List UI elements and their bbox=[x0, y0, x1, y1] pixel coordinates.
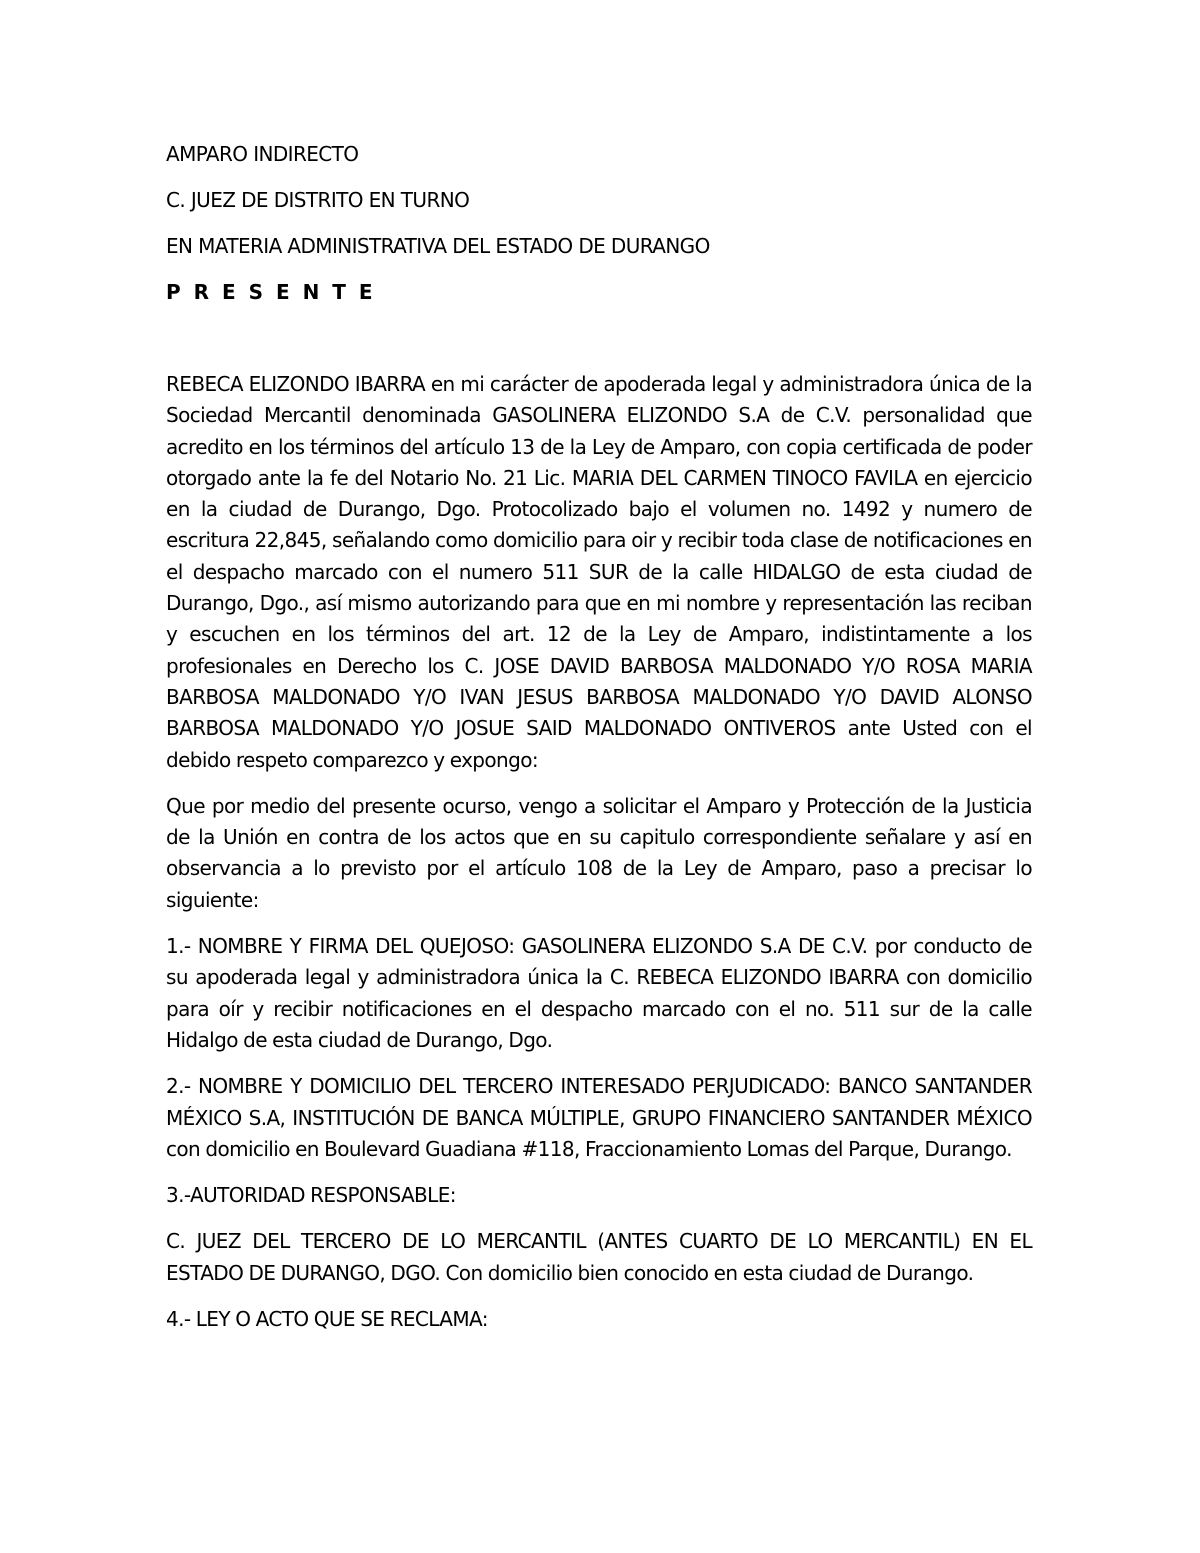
paragraph-autoridad-heading: 3.-AUTORIDAD RESPONSABLE: bbox=[166, 1183, 456, 1208]
paragraph-acto-reclamado: 4.- LEY O ACTO QUE SE RECLAMA: bbox=[166, 1307, 488, 1332]
heading-juez-de-distrito: C. JUEZ DE DISTRITO EN TURNO bbox=[166, 188, 470, 212]
heading-presente: P R E S E N T E bbox=[166, 280, 376, 304]
paragraph-quejoso: 1.- NOMBRE Y FIRMA DEL QUEJOSO: GASOLINERA ELIZONDO S.A DE C.V. por conducto de su apoderada legal y administradora única la C. REBECA ELIZONDO IBARRA con domicilio para oír y recibir notificaciones en el despacho marcado con el no. 511 sur de la calle Hidalgo de esta ciudad de Durango, Dgo. bbox=[166, 934, 1032, 1052]
heading-amparo-indirecto: AMPARO INDIRECTO bbox=[166, 142, 359, 166]
document-body bbox=[166, 140, 1032, 1335]
paragraph-request: Que por medio del presente ocurso, vengo a solicitar el Amparo y Protección de la Justicia de la Unión en contra de los actos que en su capitulo correspondiente señalare y así en observancia a lo previsto por el artículo 108 de la Ley de Amparo, paso a precisar lo siguiente: bbox=[166, 793, 1032, 912]
paragraph-introduction: REBECA ELIZONDO IBARRA en mi carácter de apoderada legal y administradora única de la Sociedad Mercantil denominada GASOLINERA ELIZONDO S.A de C.V. personalidad que acredito en los términos del artículo 13 de la Ley de Amparo, con copia certificada de poder otorgado ante la fe del Notario No. 21 Lic. MARIA DEL CARMEN TINOCO FAVILA en ejercicio en la ciudad de Durango, Dgo. Protocolizado bajo el volumen no. 1492 y numero de escritura 22,845, señalando como domicilio para oir y recibir toda clase de notificaciones en el despacho marcado con el numero 511 SUR de la calle HIDALGO de esta ciudad de Durango, Dgo., así mismo autorizando para que en mi nombre y representación las reciban y escuchen en los términos del art. 12 de la Ley de Amparo, indistintamente a los profesionales en Derecho los C. JOSE DAVID BARBOSA MALDONADO Y/O ROSA MARIA BARBOSA MALDONADO Y/O IVAN JESUS BARBOSA MALDONADO Y/O DAVID ALONSO BARBOSA MALDONADO Y/O JOSUE SAID MALDONADO ONTIVEROS ante Usted con el debido respeto comparezco y expongo: bbox=[166, 372, 1032, 772]
heading-materia-administrativa: EN MATERIA ADMINISTRATIVA DEL ESTADO DE DURANGO bbox=[166, 234, 710, 258]
paragraph-tercero-interesado: 2.- NOMBRE Y DOMICILIO DEL TERCERO INTERESADO PERJUDICADO: BANCO SANTANDER MÉXICO S.A, INSTITUCIÓN DE BANCA MÚLTIPLE, GRUPO FINANCIERO SANTANDER MÉXICO con domicilio en Boulevard Guadiana #118, Fraccionamiento Lomas del Parque, Durango. bbox=[166, 1074, 1032, 1161]
heading-spacer bbox=[166, 324, 1032, 369]
paragraph-autoridad-detail: C. JUEZ DEL TERCERO DE LO MERCANTIL (ANTES CUARTO DE LO MERCANTIL) EN EL ESTADO DE DURANGO, DGO. Con domicilio bien conocido en esta ciudad de Durango. bbox=[166, 1229, 1032, 1285]
